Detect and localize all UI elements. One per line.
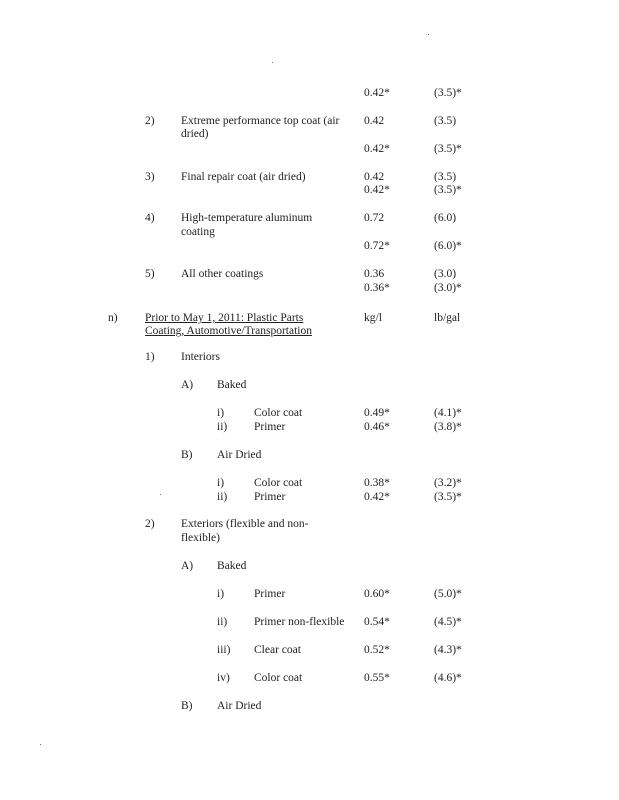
category-letter: B) <box>181 449 193 461</box>
value-kg: 0.42* <box>364 184 390 196</box>
category-label: Air Dried <box>217 700 262 712</box>
value-lb: (3.2)* <box>434 477 462 489</box>
value-lb: (3.0) <box>434 268 457 280</box>
row-label: Color coat <box>254 407 303 419</box>
category-letter: A) <box>181 379 194 391</box>
value-kg: 0.42 <box>364 115 385 127</box>
row-label: Primer <box>254 421 286 433</box>
value-kg: 0.54* <box>364 616 390 628</box>
row-number: i) <box>217 588 225 600</box>
value-kg: 0.55* <box>364 672 390 684</box>
row-label: Primer <box>254 491 286 503</box>
value-lb: (6.0)* <box>434 240 462 252</box>
scan-speck <box>40 744 41 745</box>
value-kg: 0.72 <box>364 212 385 224</box>
category-label: Air Dried <box>217 449 262 461</box>
subsection-label-cont: flexible) <box>181 532 220 544</box>
item-number: 4) <box>145 212 155 224</box>
subsection-number: 1) <box>145 351 155 363</box>
value-lb: (3.5) <box>434 171 457 183</box>
value-lb: (6.0) <box>434 212 457 224</box>
value-lb: (3.0)* <box>434 282 462 294</box>
section-title: Prior to May 1, 2011: Plastic Parts <box>145 312 304 324</box>
value-lb: (3.5)* <box>434 491 462 503</box>
item-label: Extreme performance top coat (air <box>181 115 340 127</box>
item-number: 5) <box>145 268 155 280</box>
value-kg: 0.36 <box>364 268 385 280</box>
subsection-number: 2) <box>145 518 155 530</box>
row-label: Primer non-flexible <box>254 616 345 628</box>
row-label: Clear coat <box>254 644 301 656</box>
item-label-cont: dried) <box>181 128 209 140</box>
item-label: All other coatings <box>181 268 264 280</box>
unit-kg-header: kg/l <box>364 312 382 324</box>
value-kg: 0.36* <box>364 282 390 294</box>
category-label: Baked <box>217 379 247 391</box>
value-kg: 0.72* <box>364 240 390 252</box>
category-letter: A) <box>181 560 194 572</box>
section-number: n) <box>108 312 118 324</box>
row-label: Primer <box>254 588 286 600</box>
value-lb: (3.8)* <box>434 421 462 433</box>
item-label: High-temperature aluminum <box>181 212 313 224</box>
item-label: Final repair coat (air dried) <box>181 171 306 183</box>
value-lb: (4.6)* <box>434 672 462 684</box>
row-number: ii) <box>217 421 228 433</box>
scan-speck <box>160 494 161 495</box>
value-kg: 0.42* <box>364 87 390 99</box>
row-number: i) <box>217 407 225 419</box>
row-number: iii) <box>217 644 231 656</box>
item-number: 3) <box>145 171 155 183</box>
row-number: i) <box>217 477 225 489</box>
row-number: ii) <box>217 491 228 503</box>
row-number: iv) <box>217 672 230 684</box>
value-lb: (3.5) <box>434 115 457 127</box>
item-label-cont: coating <box>181 226 215 238</box>
scan-speck <box>428 34 429 35</box>
row-number: ii) <box>217 616 228 628</box>
category-label: Baked <box>217 560 247 572</box>
value-kg: 0.49* <box>364 407 390 419</box>
subsection-label: Exteriors (flexible and non- <box>181 518 309 530</box>
section-title-cont: Coating, Automotive/Transportation <box>145 325 312 337</box>
category-letter: B) <box>181 700 193 712</box>
value-kg: 0.60* <box>364 588 390 600</box>
item-number: 2) <box>145 115 155 127</box>
value-lb: (3.5)* <box>434 87 462 99</box>
value-kg: 0.46* <box>364 421 390 433</box>
scan-speck <box>272 62 273 63</box>
subsection-label: Interiors <box>181 351 220 363</box>
value-lb: (5.0)* <box>434 588 462 600</box>
row-label: Color coat <box>254 477 303 489</box>
value-lb: (4.1)* <box>434 407 462 419</box>
value-kg: 0.52* <box>364 644 390 656</box>
value-kg: 0.42* <box>364 491 390 503</box>
value-kg: 0.38* <box>364 477 390 489</box>
value-lb: (3.5)* <box>434 184 462 196</box>
value-kg: 0.42* <box>364 143 390 155</box>
value-lb: (4.5)* <box>434 616 462 628</box>
value-lb: (4.3)* <box>434 644 462 656</box>
value-lb: (3.5)* <box>434 143 462 155</box>
value-kg: 0.42 <box>364 171 385 183</box>
unit-lb-header: lb/gal <box>434 312 461 324</box>
row-label: Color coat <box>254 672 303 684</box>
